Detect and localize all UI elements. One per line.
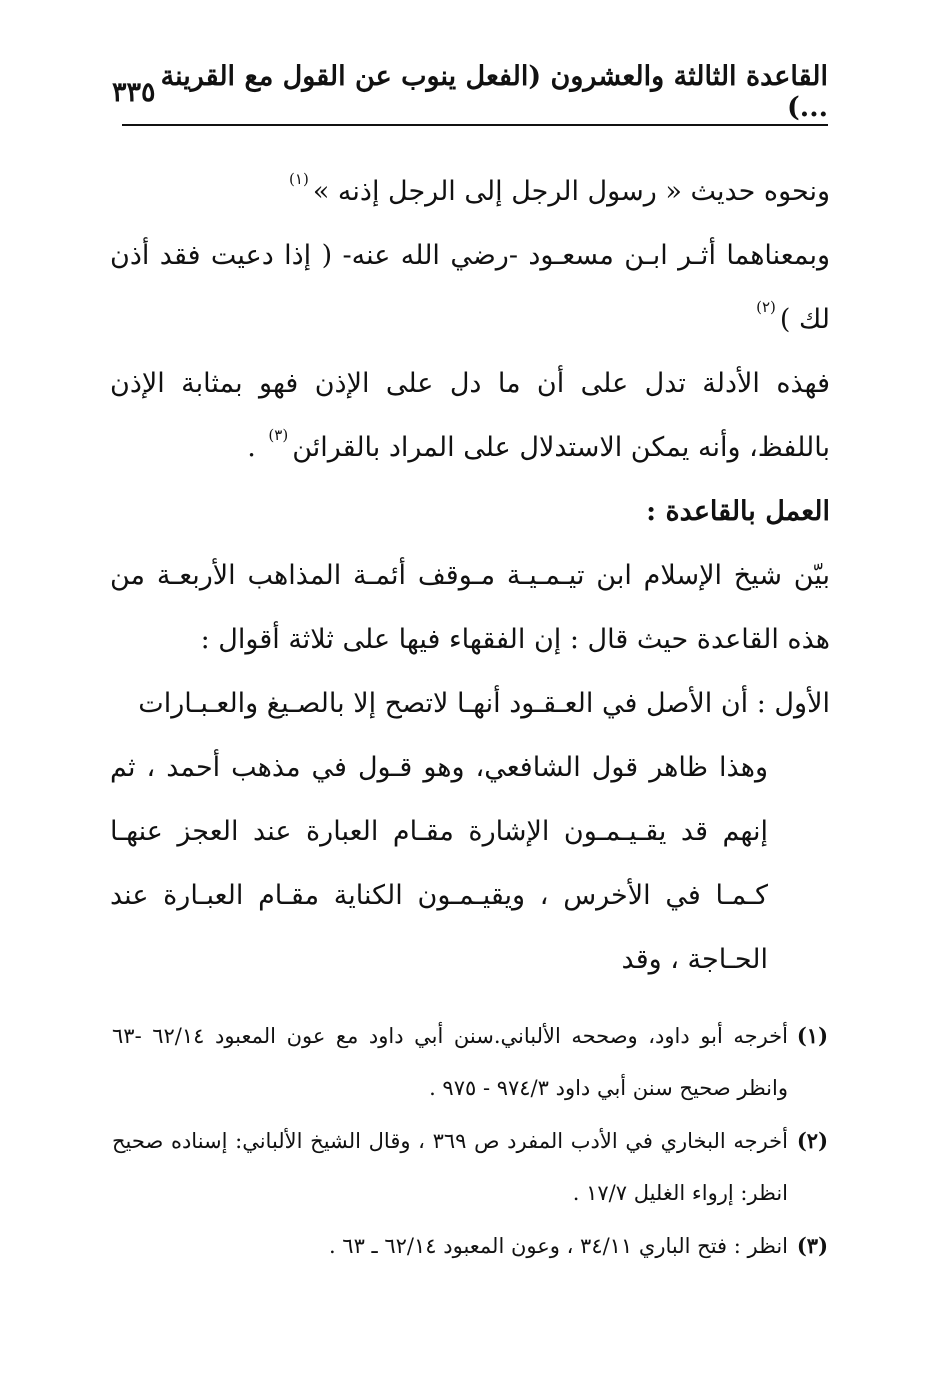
first-opinion-lead: الأول : أن الأصل في العـقـود أنهـا لاتصح إلا بالصـيغ والعـبـارات <box>138 688 830 719</box>
footnote-text: أخرجه البخاري في الأدب المفرد ص ٣٦٩ ، وقال الشيخ الألباني: إسناده صحيح انظر: إرواء الغليل ١٧/٧ . <box>112 1129 788 1205</box>
paragraph-first-opinion <box>110 672 830 736</box>
footnote-text: انظر : فتح الباري ٣٤/١١ ، وعون المعبود ٦٢/١٤ ـ ٦٣ . <box>328 1234 788 1258</box>
paragraph-conclusion <box>110 352 830 480</box>
footnote-ref-2: (٢) <box>756 298 776 316</box>
footnote-ref-3: (٣) <box>268 426 289 444</box>
footnote-1 <box>112 1010 828 1114</box>
main-text <box>110 160 830 992</box>
paragraph-ibn-taymiyya: بيّن شيخ الإسلام ابن تيـمـيـة مـوقف أئمـة المذاهب الأربعـة من هذه القاعدة حيث قال : إن الفقهاء فيها على ثلاثة أقوال : <box>110 560 830 655</box>
paragraph-hadith <box>110 160 830 224</box>
footnote-2 <box>112 1115 828 1219</box>
footnote-number: (٢) <box>796 1128 828 1153</box>
running-header-title: القاعدة الثالثة والعشرون (الفعل ينوب عن القول مع القرينة ...) <box>160 61 828 123</box>
footnote-3 <box>112 1220 828 1272</box>
footnote-number: (١) <box>796 1023 828 1048</box>
first-opinion-continuation: وهذا ظاهر قول الشافعي، وهو قـول في مذهب أحمد ، ثم إنهم قد يقـيـمـون الإشارة مقـام العبارة عند العجز عنهـا كـمـا في الأخرس ، ويقيـمـون الكناية مقـام العبـارة عند الحـاجة ، وقد <box>110 752 768 975</box>
header-rule <box>122 124 828 126</box>
paragraph-conclusion-end: . <box>247 432 256 463</box>
footnotes <box>112 1010 828 1273</box>
section-heading: العمل بالقاعدة : <box>646 496 830 527</box>
paragraph-hadith-text: ونحوه حديث « رسول الرجل إلى الرجل إذنه » <box>312 176 830 207</box>
running-header <box>112 61 828 123</box>
page-number: ٣٣٥ <box>112 76 156 108</box>
footnote-text: أخرجه أبو داود، وصححه الألباني.سنن أبي داود مع عون المعبود ٦٢/١٤ -٦٣ وانظر صحيح سنن أبي داود ٩٧٤/٣ - ٩٧٥ . <box>112 1024 788 1100</box>
footnote-number: (٣) <box>796 1233 828 1258</box>
paragraph-athar-text: وبمعناهما أثـر ابـن مسعـود -رضي الله عنه- ( إذا دعيت فقد أذن لك ) <box>110 240 830 335</box>
footnote-ref-1: (١) <box>289 170 309 188</box>
paragraph-conclusion-text: فهذه الأدلة تدل على أن ما دل على الإذن فهو بمثابة الإذن باللفظ، وأنه يمكن الاستدلال على المراد بالقرائن <box>110 368 830 463</box>
paragraph-athar <box>110 224 830 352</box>
